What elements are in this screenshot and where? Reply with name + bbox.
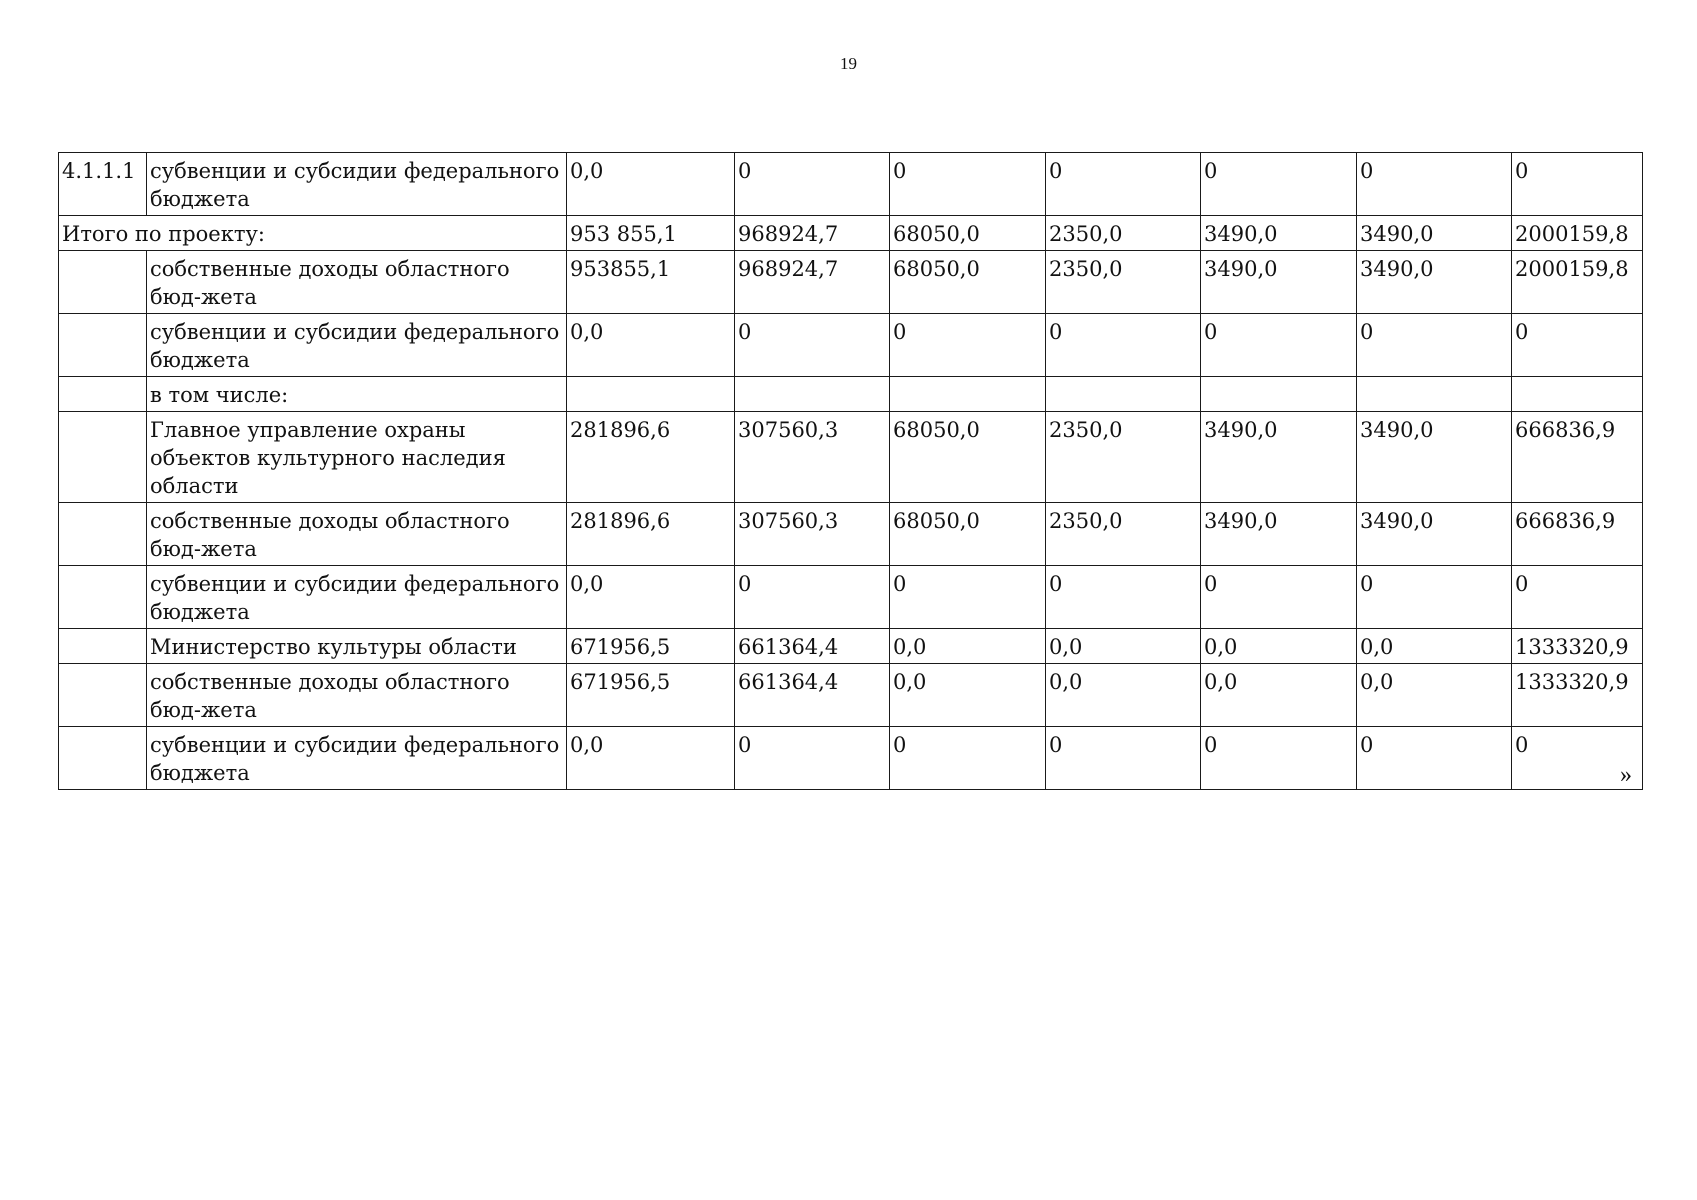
value-cell: 0 <box>890 727 1046 790</box>
value-cell: 0 <box>1512 727 1643 790</box>
value-cell: 3490,0 <box>1201 412 1357 503</box>
value-cell <box>1046 377 1201 412</box>
code-cell <box>59 664 147 727</box>
total-label-cell: Итого по проекту: <box>59 216 567 251</box>
value-cell: 0,0 <box>1046 629 1201 664</box>
value-cell: 3490,0 <box>1357 503 1512 566</box>
value-cell: 0,0 <box>567 566 735 629</box>
value-cell: 666836,9 <box>1512 412 1643 503</box>
label-cell: Главное управление охраны объектов культурного наследия области <box>147 412 567 503</box>
code-cell <box>59 314 147 377</box>
value-cell <box>1201 377 1357 412</box>
value-cell: 0 <box>1201 314 1357 377</box>
value-cell: 0,0 <box>567 727 735 790</box>
value-cell: 68050,0 <box>890 412 1046 503</box>
label-cell: собственные доходы областного бюд-жета <box>147 251 567 314</box>
code-cell <box>59 412 147 503</box>
label-cell: субвенции и субсидии федерального бюджета <box>147 153 567 216</box>
code-cell: 4.1.1.1 <box>59 153 147 216</box>
value-cell: 0 <box>1357 153 1512 216</box>
value-cell: 0 <box>735 153 890 216</box>
value-cell: 2350,0 <box>1046 216 1201 251</box>
value-cell: 0 <box>1046 566 1201 629</box>
value-cell: 0 <box>735 566 890 629</box>
value-cell: 0 <box>1512 566 1643 629</box>
value-cell: 953 855,1 <box>567 216 735 251</box>
value-cell: 0,0 <box>890 629 1046 664</box>
value-cell: 0,0 <box>567 153 735 216</box>
value-cell: 0 <box>1046 727 1201 790</box>
value-cell: 661364,4 <box>735 629 890 664</box>
value-cell: 671956,5 <box>567 664 735 727</box>
table-row <box>59 664 1643 727</box>
table-row <box>59 412 1643 503</box>
table-row <box>59 727 1643 790</box>
value-cell: 0,0 <box>1046 664 1201 727</box>
value-cell: 0 <box>1357 727 1512 790</box>
value-cell: 0 <box>890 566 1046 629</box>
table-row <box>59 251 1643 314</box>
value-cell: 3490,0 <box>1357 412 1512 503</box>
value-cell: 666836,9 <box>1512 503 1643 566</box>
value-cell: 307560,3 <box>735 412 890 503</box>
table-row <box>59 153 1643 216</box>
value-cell: 0,0 <box>567 314 735 377</box>
value-cell: 0 <box>1046 314 1201 377</box>
value-cell: 3490,0 <box>1201 251 1357 314</box>
value-cell: 0,0 <box>1201 629 1357 664</box>
value-cell <box>890 377 1046 412</box>
code-cell <box>59 727 147 790</box>
value-cell: 2000159,8 <box>1512 251 1643 314</box>
value-cell: 0 <box>1201 727 1357 790</box>
value-cell: 0 <box>735 727 890 790</box>
value-cell: 68050,0 <box>890 216 1046 251</box>
label-cell: субвенции и субсидии федерального бюджета <box>147 566 567 629</box>
value-cell: 0 <box>1512 153 1643 216</box>
value-cell: 0 <box>1201 153 1357 216</box>
label-cell: собственные доходы областного бюд-жета <box>147 664 567 727</box>
value-cell: 968924,7 <box>735 251 890 314</box>
value-cell: 0 <box>1357 566 1512 629</box>
label-cell: Министерство культуры области <box>147 629 567 664</box>
value-cell: 671956,5 <box>567 629 735 664</box>
budget-table <box>58 152 1643 790</box>
closing-quote-mark: » <box>1620 762 1632 788</box>
value-cell: 307560,3 <box>735 503 890 566</box>
code-cell <box>59 629 147 664</box>
value-cell: 2350,0 <box>1046 412 1201 503</box>
value-cell: 0 <box>1512 314 1643 377</box>
value-cell: 0 <box>1046 153 1201 216</box>
label-cell: субвенции и субсидии федерального бюджета <box>147 727 567 790</box>
label-cell: в том числе: <box>147 377 567 412</box>
value-cell: 0,0 <box>1357 664 1512 727</box>
label-cell: собственные доходы областного бюд-жета <box>147 503 567 566</box>
value-cell: 0 <box>1357 314 1512 377</box>
value-cell: 953855,1 <box>567 251 735 314</box>
value-cell: 2000159,8 <box>1512 216 1643 251</box>
value-cell: 0,0 <box>1357 629 1512 664</box>
value-cell: 0 <box>1201 566 1357 629</box>
value-cell: 1333320,9 <box>1512 664 1643 727</box>
table-row <box>59 314 1643 377</box>
value-cell: 3490,0 <box>1357 251 1512 314</box>
value-cell: 0 <box>890 314 1046 377</box>
code-cell <box>59 251 147 314</box>
value-cell: 2350,0 <box>1046 251 1201 314</box>
value-cell <box>735 377 890 412</box>
table-row <box>59 503 1643 566</box>
value-cell: 0,0 <box>1201 664 1357 727</box>
value-cell: 968924,7 <box>735 216 890 251</box>
value-cell <box>1357 377 1512 412</box>
code-cell <box>59 377 147 412</box>
value-cell: 0 <box>735 314 890 377</box>
value-cell: 0 <box>890 153 1046 216</box>
value-cell: 68050,0 <box>890 251 1046 314</box>
table-row <box>59 629 1643 664</box>
label-cell: субвенции и субсидии федерального бюджета <box>147 314 567 377</box>
table-body <box>59 153 1643 790</box>
table-row <box>59 566 1643 629</box>
value-cell <box>567 377 735 412</box>
value-cell: 281896,6 <box>567 503 735 566</box>
value-cell: 281896,6 <box>567 412 735 503</box>
table-total-row <box>59 216 1643 251</box>
value-cell: 0,0 <box>890 664 1046 727</box>
value-cell: 661364,4 <box>735 664 890 727</box>
value-cell: 3490,0 <box>1201 216 1357 251</box>
table-row <box>59 377 1643 412</box>
value-cell: 1333320,9 <box>1512 629 1643 664</box>
value-cell: 68050,0 <box>890 503 1046 566</box>
code-cell <box>59 566 147 629</box>
page-number: 19 <box>840 54 857 73</box>
value-cell: 2350,0 <box>1046 503 1201 566</box>
value-cell: 3490,0 <box>1201 503 1357 566</box>
value-cell <box>1512 377 1643 412</box>
code-cell <box>59 503 147 566</box>
value-cell: 3490,0 <box>1357 216 1512 251</box>
